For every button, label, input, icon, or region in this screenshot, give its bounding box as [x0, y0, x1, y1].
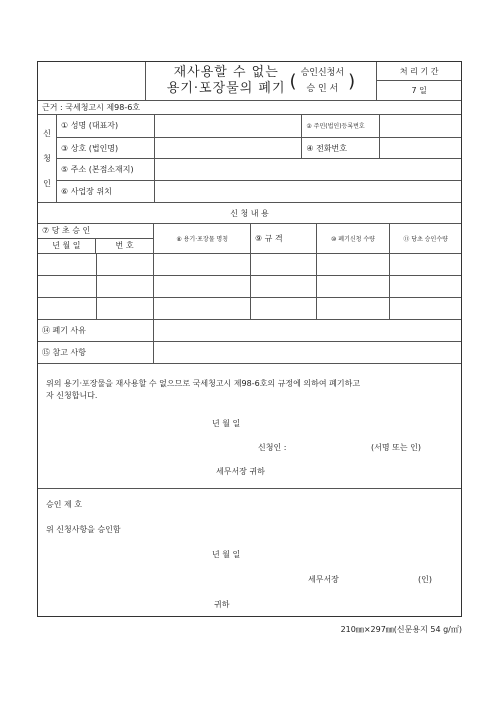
basis-row [38, 100, 461, 114]
container-name-header: ⑧ 용기·포장물 명칭 [153, 224, 250, 253]
site-field[interactable] [154, 181, 461, 202]
original-approval-header: ⑦ 당 초 승 인 년 월 일 번 호 [38, 224, 153, 253]
processing-period [376, 62, 461, 100]
approval-date: 년 월 일 [212, 550, 241, 559]
id-number-field[interactable] [379, 115, 461, 137]
paper-spec: 210㎜×297㎜(신문용지 54 g/㎡) [340, 625, 462, 634]
table-row [38, 253, 461, 275]
content-header-row [38, 202, 461, 223]
approval-form [37, 61, 462, 617]
close-paren: ) [348, 70, 356, 92]
title-line-2: 용기·포장물의 폐기 [166, 81, 286, 96]
title-line-1: 재사용할 수 없는 [173, 65, 279, 80]
spec-header: ⑨ 규 격 [250, 224, 316, 253]
form-title [145, 62, 377, 100]
processing-value: 7 일 [411, 85, 427, 95]
reference-label: ⑮ 참고 사항 [42, 348, 86, 357]
id-number-label: ② 주민(법인)등록번호 [301, 115, 379, 137]
header-blank [38, 62, 145, 100]
reason-field[interactable] [153, 320, 461, 341]
declaration-addressee: 세무서장 귀하 [216, 467, 265, 476]
company-label: ③ 상호 (법인명) [61, 143, 119, 153]
reason-row [38, 319, 461, 341]
applicant-sign-label: 신청인 : [258, 443, 287, 452]
approval-to: 귀하 [214, 600, 230, 609]
approval-officer: 세무서장 [308, 575, 339, 584]
open-paren: ( [289, 70, 297, 92]
company-field[interactable] [154, 138, 302, 159]
processing-label: 처 리 기 간 [377, 62, 461, 81]
approval-statement: 위 신청사항을 승인함 [46, 525, 121, 534]
table-row [38, 275, 461, 297]
site-label: ⑥ 사업장 위치 [61, 187, 112, 197]
approval-seal: (인) [418, 575, 432, 584]
applicant-side-label: 신 청 인 [43, 129, 51, 188]
declaration-text: 위의 용기·포장물을 재사용할 수 없으므로 국세청고시 제98-6호의 규정에 의하여 폐기하고 자 신청합니다. [46, 379, 361, 400]
reference-field[interactable] [153, 342, 461, 363]
form-header [38, 62, 461, 100]
reference-row [38, 341, 461, 363]
original-quantity-header: ⑪ 당초 승인수량 [389, 224, 461, 253]
name-field[interactable] [154, 115, 302, 137]
phone-label: ④ 전화번호 [301, 138, 379, 159]
number-header: 번 호 [115, 241, 134, 251]
phone-field[interactable] [379, 138, 461, 159]
doc-type-application: 승인신청서 [300, 68, 345, 78]
approval-number: 승인 제 호 [46, 500, 82, 509]
name-label: ① 성명 (대표자) [61, 121, 119, 131]
declaration-date: 년 월 일 [212, 419, 241, 428]
reason-label: ⑭ 폐기 사유 [42, 326, 86, 335]
content-header: 신 청 내 용 [230, 208, 269, 218]
applicant-section [38, 114, 461, 202]
quantity-header: ⑩ 폐기신청 수량 [316, 224, 390, 253]
date-header: 년 월 일 [38, 239, 96, 253]
doc-type-approval: 승 인 서 [306, 84, 339, 94]
approval-block [38, 488, 461, 616]
table-header [38, 223, 461, 253]
basis-text: 근거 : 국세청고시 제98-6호 [42, 103, 141, 112]
declaration-block [38, 363, 461, 488]
address-label: ⑤ 주소 (본점소재지) [61, 165, 134, 175]
signature-placeholder: (서명 또는 인) [371, 443, 421, 452]
table-row [38, 297, 461, 319]
address-field[interactable] [154, 159, 461, 180]
